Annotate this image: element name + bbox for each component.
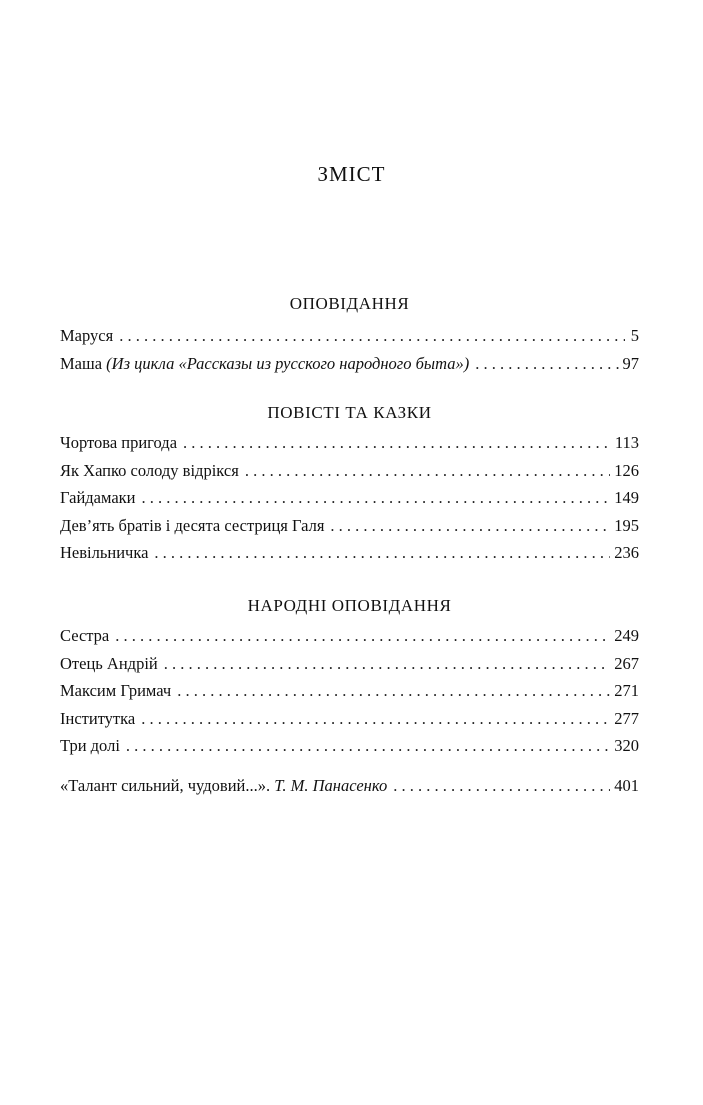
toc-entry-otets-andrii[interactable] — [60, 650, 639, 678]
toc-entry-title-group — [60, 350, 469, 378]
toc-entry-marusia[interactable] — [60, 322, 639, 350]
toc-page-number: 97 — [622, 353, 639, 373]
toc-entry-title: Маруся — [60, 326, 114, 345]
toc-entry-title: Маша — [60, 353, 103, 373]
toc-entry-masha[interactable] — [60, 350, 639, 378]
toc-leader-dots — [475, 350, 618, 378]
toc-leader-dots — [115, 622, 610, 650]
toc-entry-title: Інститутка — [60, 708, 136, 728]
toc-page-number: 126 — [614, 460, 639, 480]
section-heading: ОПОВІДАННЯ — [289, 294, 410, 313]
toc-entry-title: Як Хапко солоду відрікся — [60, 460, 239, 480]
toc-leader-dots — [393, 772, 610, 800]
toc-page-number: 267 — [614, 653, 639, 673]
toc-entry-afterword[interactable] — [60, 772, 639, 800]
toc-entry-yak-khapko[interactable] — [60, 457, 639, 485]
toc-leader-dots — [330, 512, 610, 540]
toc-entry-sestra[interactable] — [60, 622, 639, 650]
toc-leader-dots — [126, 732, 610, 760]
toc-entry-instytutka[interactable] — [60, 705, 639, 733]
toc-entry-subtitle: (Из цикла «Рассказы из русского народного быта») — [106, 353, 470, 373]
toc-leader-dots — [119, 322, 625, 350]
section-afterword — [60, 772, 639, 800]
toc-entry-title: Чортова пригода — [60, 433, 178, 452]
toc-page-number: 249 — [614, 626, 639, 645]
section-folk-stories — [60, 594, 639, 760]
toc-entry-title: Сестра — [60, 626, 110, 645]
section-novellas-and-tales — [60, 401, 639, 567]
toc-entry-try-doli[interactable] — [60, 732, 639, 760]
toc-entry-deviat-brativ[interactable] — [60, 512, 639, 540]
toc-page-number: 277 — [614, 708, 639, 728]
toc-leader-dots — [141, 705, 610, 733]
toc-entry-title: Отець Андрій — [60, 653, 158, 673]
toc-entry-title: Максим Гримач — [60, 681, 172, 701]
page-title: ЗМІСТ — [317, 162, 386, 186]
toc-entry-nevilnychka[interactable] — [60, 539, 639, 567]
section-stories — [60, 292, 639, 377]
toc-entry-haidamaky[interactable] — [60, 484, 639, 512]
section-heading: ПОВІСТІ ТА КАЗКИ — [267, 403, 432, 422]
toc-page-number: 195 — [614, 515, 639, 535]
toc-entry-title-group — [60, 772, 387, 800]
toc-leader-dots — [245, 457, 610, 485]
toc-leader-dots — [142, 484, 611, 512]
toc-leader-dots — [154, 539, 610, 567]
toc-page-number: 5 — [630, 326, 639, 345]
toc-entry-title: Гайдамаки — [60, 488, 136, 508]
toc-entry-title: Невільничка — [60, 543, 149, 563]
toc-leader-dots — [177, 677, 610, 705]
toc-leader-dots — [183, 429, 611, 457]
toc-page-number: 149 — [614, 488, 639, 508]
toc-leader-dots — [164, 650, 611, 678]
toc-page-number: 271 — [614, 681, 639, 701]
toc-page-number: 236 — [614, 543, 639, 563]
toc-entry-maksym-hrymach[interactable] — [60, 677, 639, 705]
toc-page-number: 401 — [614, 776, 639, 795]
toc-entry-chortova-pryhoda[interactable] — [60, 429, 639, 457]
toc-page-number: 320 — [614, 736, 639, 756]
toc-entry-title: Три долі — [60, 736, 120, 756]
toc-page-number: 113 — [614, 433, 639, 452]
toc-entry-title: «Талант сильний, чудовий...». — [60, 776, 271, 795]
toc-entry-title: Дев’ять братів і десята сестриця Галя — [60, 515, 325, 535]
section-heading: НАРОДНІ ОПОВІДАННЯ — [247, 596, 452, 615]
toc-entry-author: Т. М. Панасенко — [274, 776, 388, 795]
